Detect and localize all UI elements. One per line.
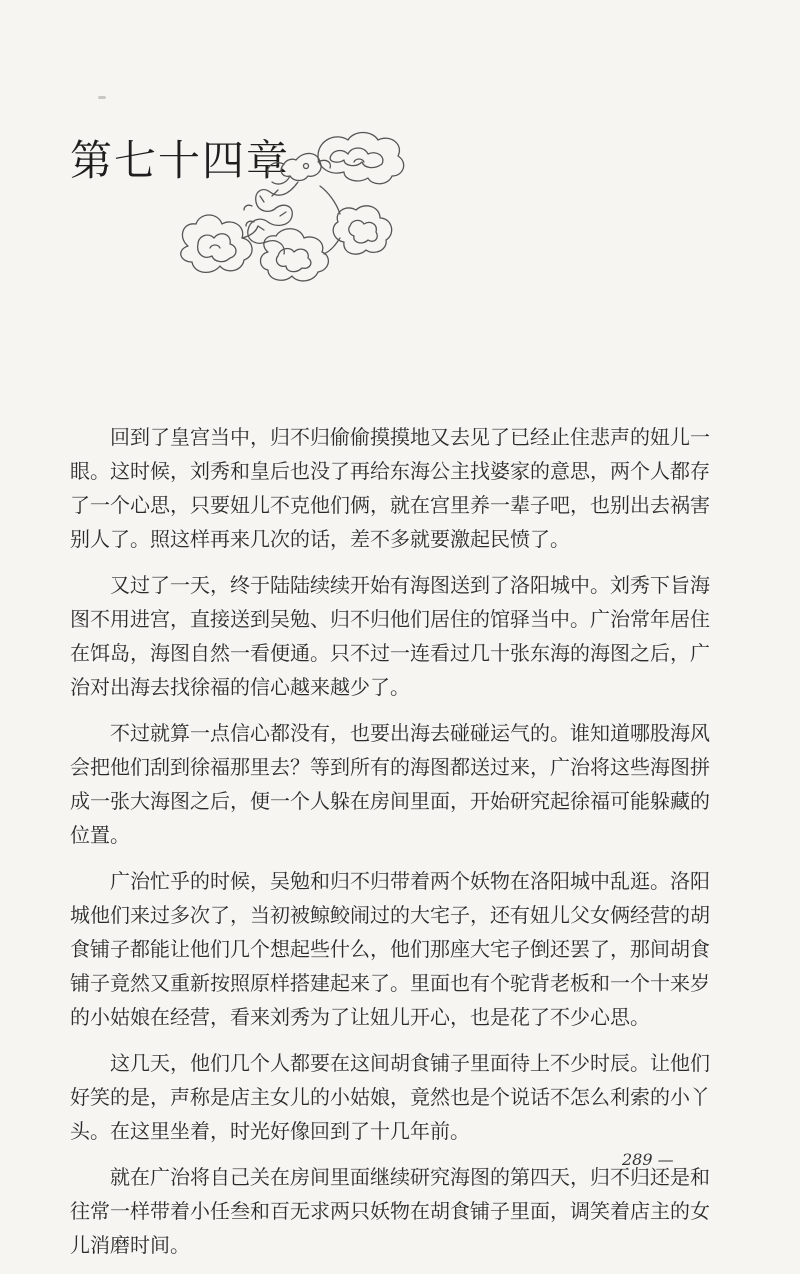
paragraph: 又过了一天，终于陆陆续续开始有海图送到了洛阳城中。刘秀下旨海图不用进宫，直接送到吴勉、归不归他们居住的馆驿当中。广治常年居住在饵岛，海图自然一看便通。只不过一连看过几十张东海的海图之后，广治对出海去找徐福的信心越来越少了。 — [70, 573, 710, 699]
scan-speck — [98, 96, 106, 99]
body-text — [70, 420, 710, 1274]
paragraph: 就在广治将自己关在房间里面继续研究海图的第四天，归不归还是和往常一样带着小任叁和百无求两只妖物在胡食铺子里面，调笑着店主的女儿消磨时间。 — [70, 1165, 710, 1257]
paragraph: 这几天，他们几个人都要在这间胡食铺子里面待上不少时辰。让他们好笑的是，声称是店主女儿的小姑娘，竟然也是个说话不怎么利索的小丫头。在这里坐着，时光好像回到了十几年前。 — [70, 1051, 710, 1143]
cloud-dragon-ornament-icon — [168, 126, 418, 286]
chapter-title: 第七十四章 — [70, 136, 291, 185]
paragraph: 回到了皇宫当中，归不归偷偷摸摸地又去见了已经止住悲声的妞儿一眼。这时候，刘秀和皇后也没了再给东海公主找婆家的意思，两个人都存了一个心思，只要妞儿不克他们俩，就在宫里养一辈子吧，也别出去祸害别人了。照这样再来几次的话，差不多就要激起民愤了。 — [70, 425, 710, 551]
paragraph: 不过就算一点信心都没有，也要出海去碰碰运气的。谁知道哪股海风会把他们刮到徐福那里去？等到所有的海图都送过来，广治将这些海图拼成一张大海图之后，便一个人躲在房间里面，开始研究起徐福可能躲藏的位置。 — [70, 721, 710, 847]
page-number: 289 — — [622, 1150, 674, 1169]
paragraph: 广治忙乎的时候，吴勉和归不归带着两个妖物在洛阳城中乱逛。洛阳城他们来过多次了，当初被鲸鲛闹过的大宅子，还有妞儿父女俩经营的胡食铺子都能让他们几个想起些什么，他们那座大宅子倒还罢了，那间胡食铺子竟然又重新按照原样搭建起来了。里面也有个驼背老板和一个十来岁的小姑娘在经营，看来刘秀为了让妞儿开心，也是花了不少心思。 — [70, 869, 710, 1029]
